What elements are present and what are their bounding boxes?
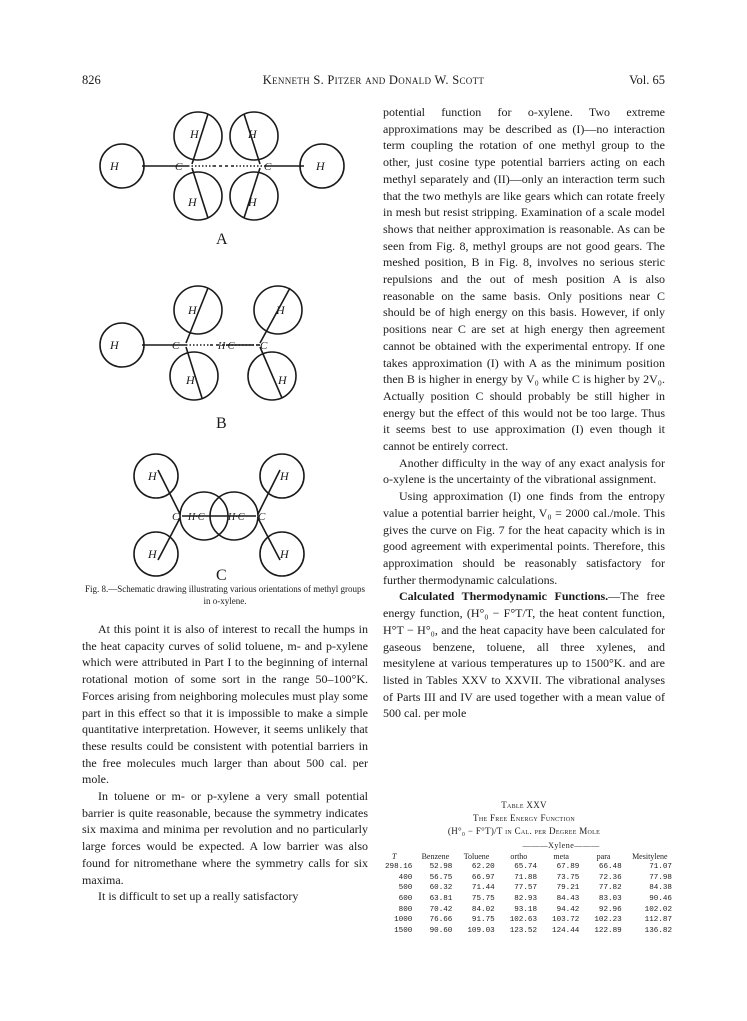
table-cell: 112.87 (644, 916, 672, 925)
table-subtitle: (H°₀ − F°T)/T in Cal. per Degree Mole (447, 826, 601, 836)
table-cell: 1500 (394, 926, 413, 935)
section-paragraph (383, 588, 665, 722)
table-cell: 136.82 (644, 926, 672, 935)
table-row (373, 926, 675, 937)
column-header: Mesitylene (632, 851, 668, 861)
carbon-label: C (175, 161, 183, 173)
table-cell: 102.63 (509, 916, 538, 925)
hydrogen-label: H (190, 127, 199, 141)
table-cell: 60.32 (429, 884, 453, 893)
table-cell: 600 (398, 894, 413, 903)
carbon-label: C (172, 511, 180, 523)
table-cell: 1000 (394, 916, 413, 925)
table-row (373, 873, 675, 884)
table-cell: 84.38 (649, 884, 672, 893)
hydrogen-label: H (248, 127, 257, 141)
table-cell: 109.03 (467, 926, 495, 935)
table-cell: 91.75 (471, 916, 495, 925)
table-cell: 93.18 (514, 905, 538, 914)
hydrogen-label: H (148, 547, 157, 561)
carbon-label: C (258, 511, 266, 523)
hydrogen-label: H (278, 373, 287, 387)
hydrogen-label: H (276, 303, 285, 317)
table-cell: 77.57 (514, 884, 538, 893)
figure-label-a: A (216, 231, 228, 248)
table-cell: 77.82 (598, 884, 622, 893)
table-number: Table XXV (501, 800, 547, 810)
table-cell: 79.21 (556, 884, 580, 893)
table-cell: 102.23 (594, 916, 622, 925)
hydrogen-label: H (280, 469, 289, 483)
table-cell: 82.93 (514, 894, 538, 903)
carbon-label: C (260, 340, 268, 352)
paragraph: In toluene or m- or p-xylene a very small potential barrier is quite reasonable, because the symmetry indicates six maxima and minima per revolution and no particularly large forces would be expected. A low barrier was also found for nitromethane where the symmetry calls for six maxima. (82, 789, 368, 887)
table-row (373, 915, 675, 926)
table-cell: 84.43 (556, 894, 580, 903)
hc-label: H·C (218, 341, 235, 352)
page-number: 826 (82, 73, 101, 87)
table-cell: 76.66 (429, 916, 453, 925)
table-xxv (373, 799, 675, 936)
column-header: Toluene (463, 851, 490, 861)
volume-label: Vol. 65 (629, 73, 665, 87)
table-cell: 83.03 (598, 894, 622, 903)
table-cell: 122.89 (594, 926, 622, 935)
figure-label-c: C (216, 567, 227, 584)
table-cell: 102.02 (644, 905, 672, 914)
table-cell: 62.20 (471, 863, 495, 872)
hydrogen-label: H (280, 547, 289, 561)
carbon-label: C (172, 340, 180, 352)
hydrogen-label: H (248, 195, 257, 209)
column-header: para (596, 851, 611, 861)
figure-caption: Fig. 8.—Schematic drawing illustrating various orientations of methyl groups in o-xylene. (85, 584, 365, 606)
table-row (373, 883, 675, 894)
hydrogen-label: H (188, 195, 197, 209)
table-cell: 65.74 (514, 863, 538, 872)
data-table (373, 841, 675, 936)
hydrogen-label: H (186, 373, 195, 387)
left-column (82, 621, 368, 905)
table-cell: 298.16 (384, 863, 413, 872)
table-title: The Free Energy Function (473, 813, 575, 823)
paragraph: Another difficulty in the way of any exact analysis for o-xylene is the uncertainty of the vibrational assignment. (383, 455, 665, 487)
table-cell: 67.89 (556, 863, 580, 872)
page-header (0, 73, 747, 91)
table-cell: 71.07 (649, 863, 672, 872)
hydrogen-label: H (316, 159, 325, 173)
paragraph: potential function for o-xylene. Two extreme approximations may be described as (I)—no interaction term coupling the rotation of one methyl group to the other, just cosine type potential barriers acting on each methyl separately and (II)—only an interaction term such that the two methyls are like gears which can rotate freely in mesh but resist stripping. Examination of a scale model shows that neither approximation is reasonable. As can be seen from Fig. 8, methyl groups are not good gears. The meshed position, B in Fig. 8, involves no serious steric repulsions and the out of mesh position A is also reasonable on the same basis. Only positions near C should be of high energy on this basis. However, if only positions near C are set at high energy then agreement cannot be obtained with the experimental entropy. If one takes approximation (I) with A as the minimum position then B is higher in energy by V₀ while C is higher by 2V₀. Actually position C should probably be still higher in energy but the effect of this would not be too large. Thus it seems best to use approximation (I) even though it cannot be entirely correct. (383, 105, 665, 454)
paragraph: It is difficult to set up a really satisfactory (98, 889, 299, 904)
table-cell: 66.97 (471, 873, 495, 882)
hydrogen-label: H (148, 469, 157, 483)
table-cell: 77.98 (649, 873, 672, 882)
right-column (383, 104, 665, 722)
table-cell: 94.42 (556, 905, 580, 914)
section-text: —The free energy function, (H°₀ − F°T/T, the heat content function, H°T − H°₀, and the heat capacity have been calculated for gaseous benzene, toluene, all three xylenes, and mesitylene at various temperatures up to 1500°K. and are listed in Tables XXV to XXVII. The vibrational analyses of Parts III and IV are used together with a mean value of 500 cal. per mole (383, 589, 665, 721)
column-header: Benzene (421, 851, 450, 861)
section-heading: Calculated Thermodynamic Functions. (399, 589, 609, 604)
table-cell: 63.81 (429, 894, 453, 903)
table-cell: 52.98 (429, 863, 453, 872)
figure-8 (82, 98, 368, 584)
figure-8-panel-b (100, 286, 302, 432)
table-cell: 92.96 (598, 905, 622, 914)
table-row (373, 905, 675, 916)
table-cell: 66.48 (598, 863, 622, 872)
figure-8-panel-c (134, 454, 304, 584)
table-cell: 103.72 (552, 916, 580, 925)
table-row (373, 894, 675, 905)
hydrogen-label: H (110, 338, 119, 352)
table-cell: 72.36 (598, 873, 622, 882)
table-cell: 73.75 (556, 873, 580, 882)
figure-label-b: B (216, 415, 227, 432)
table-cell: 90.46 (649, 894, 672, 903)
hc-label: H·C (228, 512, 245, 523)
table-cell: 71.88 (514, 873, 538, 882)
table-cell: 56.75 (429, 873, 453, 882)
column-header: meta (553, 851, 569, 861)
hydrogen-label: H (110, 159, 119, 173)
carbon-label: C (264, 161, 272, 173)
running-authors: Kenneth S. Pitzer and Donald W. Scott (262, 73, 485, 87)
figure-8-panel-a (100, 112, 344, 248)
hydrogen-label: H (188, 303, 197, 317)
paragraph: At this point it is also of interest to recall the humps in the heat capacity curves of solid toluene, m- and p-xylene which were attributed in Part I to the beginning of internal rotational motion of some sort in the range 50–100°K. Forces arising from neighboring molecules must play some part in this effect so that it is impossible to make a simple quantitative interpretation. However, it seems unlikely that these results could be consistent with potential barriers in the free molecules much larger than about 500 cal. per mole. (82, 622, 368, 787)
xylene-group-header: ———Xylene——— (522, 841, 600, 850)
table-cell: 123.52 (509, 926, 538, 935)
table-cell: 75.75 (471, 894, 495, 903)
column-header: ortho (510, 851, 528, 861)
table-cell: 71.44 (471, 884, 495, 893)
hc-label: H·C (188, 512, 205, 523)
table-row (373, 862, 675, 873)
paragraph: Using approximation (I) one finds from the entropy value a potential barrier height, V₀ = 2000 cal./mole. This gives the curve on Fig. 7 for the heat capacity which is in good agreement with experimental points. Therefore, this approximation should be reasonably satisfactory for further thermodynamic calculations. (383, 489, 665, 587)
table-cell: 800 (398, 905, 413, 914)
table-cell: 70.42 (429, 905, 453, 914)
table-cell: 90.60 (429, 926, 453, 935)
column-header: T (391, 851, 397, 861)
table-cell: 84.02 (471, 905, 495, 914)
table-cell: 500 (398, 884, 413, 893)
table-cell: 400 (398, 873, 413, 882)
table-cell: 124.44 (552, 926, 580, 935)
